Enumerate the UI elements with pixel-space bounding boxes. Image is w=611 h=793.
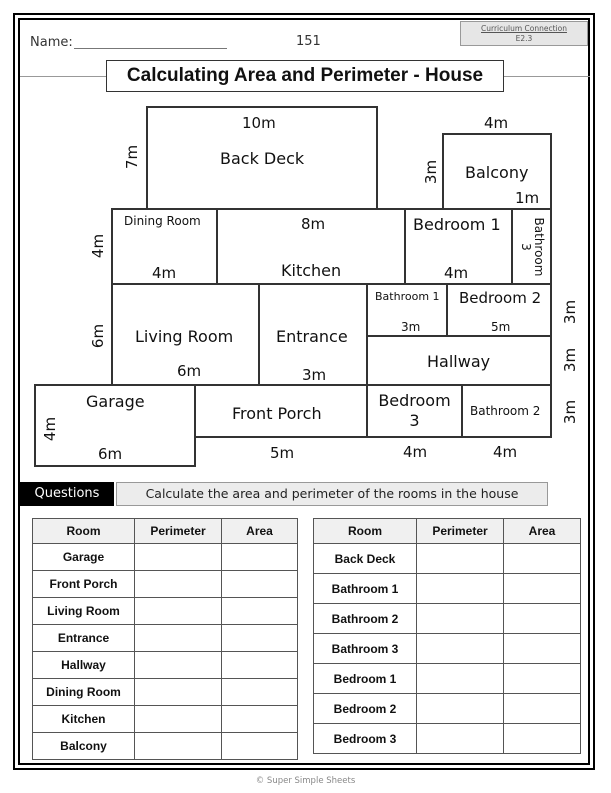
living-room-height: 6m (89, 323, 108, 349)
header-area: Area (222, 519, 298, 544)
kitchen-label: Kitchen (281, 261, 342, 280)
questions-label: Questions (20, 482, 114, 506)
table-row (33, 652, 298, 679)
room-name-cell: Front Porch (33, 571, 135, 598)
footer-copyright: © Super Simple Sheets (255, 776, 356, 786)
perimeter-answer-cell[interactable] (135, 733, 222, 760)
header-room: Room (33, 519, 135, 544)
back-deck-width: 10m (242, 114, 276, 132)
perimeter-answer-cell[interactable] (417, 544, 504, 574)
header-perimeter: Perimeter (417, 519, 504, 544)
bathroom-2-height: 3m (561, 399, 580, 425)
page-number: 151 (296, 34, 321, 49)
room-name-cell: Bedroom 1 (314, 664, 417, 694)
bathroom-3-label (519, 217, 545, 276)
area-answer-cell[interactable] (504, 694, 581, 724)
hallway-label: Hallway (427, 352, 491, 371)
table-row (314, 604, 581, 634)
living-room-label: Living Room (135, 327, 234, 346)
balcony-label: Balcony (465, 163, 529, 182)
area-answer-cell[interactable] (222, 733, 298, 760)
garage-label: Garage (86, 392, 145, 411)
name-label: Name: (30, 35, 73, 50)
area-answer-cell[interactable] (222, 679, 298, 706)
header-area: Area (504, 519, 581, 544)
curriculum-code: E2.3 (515, 34, 533, 43)
bedroom-3-label (366, 391, 463, 431)
perimeter-answer-cell[interactable] (417, 634, 504, 664)
bedroom-1-width: 4m (444, 264, 469, 282)
table-row (33, 679, 298, 706)
balcony-extra-dim: 1m (515, 189, 540, 207)
kitchen-width: 8m (301, 215, 326, 233)
bedroom-2-height: 3m (561, 299, 580, 325)
room-name-cell: Bathroom 3 (314, 634, 417, 664)
bedroom-1-label: Bedroom 1 (413, 215, 501, 234)
area-answer-cell[interactable] (504, 544, 581, 574)
back-deck-height: 7m (123, 144, 142, 170)
room-name-cell: Bathroom 2 (314, 604, 417, 634)
hallway-height: 3m (561, 347, 580, 373)
room-name-cell: Bedroom 3 (314, 724, 417, 754)
area-answer-cell[interactable] (504, 724, 581, 754)
perimeter-answer-cell[interactable] (135, 652, 222, 679)
area-answer-cell[interactable] (222, 706, 298, 733)
room-name-cell: Living Room (33, 598, 135, 625)
perimeter-answer-cell[interactable] (135, 598, 222, 625)
room-name-cell: Back Deck (314, 544, 417, 574)
perimeter-answer-cell[interactable] (417, 604, 504, 634)
bathroom-2-label: Bathroom 2 (470, 404, 541, 418)
bathroom-1-label: Bathroom 1 (375, 290, 440, 303)
room-name-cell: Kitchen (33, 706, 135, 733)
table-row (33, 544, 298, 571)
back-deck-label: Back Deck (220, 149, 305, 168)
balcony-height: 3m (422, 159, 441, 185)
room-name-cell: Dining Room (33, 679, 135, 706)
curriculum-box (460, 21, 588, 46)
area-answer-cell[interactable] (222, 652, 298, 679)
bathroom-3-num: 3 (518, 242, 533, 251)
perimeter-answer-cell[interactable] (417, 574, 504, 604)
perimeter-answer-cell[interactable] (135, 625, 222, 652)
header-room: Room (314, 519, 417, 544)
perimeter-answer-cell[interactable] (135, 679, 222, 706)
page-title: Calculating Area and Perimeter - House (106, 60, 504, 92)
garage-height: 4m (41, 416, 60, 442)
dining-room-height: 4m (89, 233, 108, 259)
bathroom-3-label-wrap (511, 208, 552, 285)
area-answer-cell[interactable] (222, 571, 298, 598)
room-name-cell: Entrance (33, 625, 135, 652)
room-name-cell: Hallway (33, 652, 135, 679)
area-answer-cell[interactable] (222, 625, 298, 652)
bedroom-2-width: 5m (491, 320, 511, 334)
dining-room-label: Dining Room (124, 214, 201, 228)
area-answer-cell[interactable] (504, 604, 581, 634)
name-line[interactable] (74, 48, 227, 49)
room-name-cell: Balcony (33, 733, 135, 760)
perimeter-answer-cell[interactable] (417, 724, 504, 754)
bathroom-1-width: 3m (401, 320, 421, 334)
table-row (314, 664, 581, 694)
bedroom-3-width: 4m (403, 443, 428, 461)
perimeter-answer-cell[interactable] (135, 544, 222, 571)
table-row (33, 706, 298, 733)
dining-room-width: 4m (152, 264, 177, 282)
bathroom-3-name: Bathroom (531, 217, 546, 276)
area-answer-cell[interactable] (504, 574, 581, 604)
area-answer-cell[interactable] (504, 634, 581, 664)
table-row (33, 598, 298, 625)
table-row (314, 544, 581, 574)
living-room-width: 6m (177, 362, 202, 380)
area-answer-cell[interactable] (222, 598, 298, 625)
table-row (314, 574, 581, 604)
table-row (314, 694, 581, 724)
answer-table-right (313, 518, 581, 754)
front-porch-label: Front Porch (232, 404, 322, 423)
table-row (33, 571, 298, 598)
entrance-width: 3m (302, 366, 327, 384)
questions-instruction: Calculate the area and perimeter of the rooms in the house (116, 482, 548, 506)
answer-table-left (32, 518, 298, 760)
perimeter-answer-cell[interactable] (417, 664, 504, 694)
entrance-label: Entrance (276, 327, 348, 346)
table-row (314, 724, 581, 754)
table-row (33, 733, 298, 760)
curriculum-title[interactable]: Curriculum Connection (481, 24, 567, 33)
table-row (314, 634, 581, 664)
room-name-cell: Bedroom 2 (314, 694, 417, 724)
perimeter-answer-cell[interactable] (135, 571, 222, 598)
room-name-cell: Garage (33, 544, 135, 571)
area-answer-cell[interactable] (222, 544, 298, 571)
perimeter-answer-cell[interactable] (135, 706, 222, 733)
header-perimeter: Perimeter (135, 519, 222, 544)
table-row (33, 625, 298, 652)
front-porch-width: 5m (270, 444, 295, 462)
balcony-width: 4m (484, 114, 509, 132)
perimeter-answer-cell[interactable] (417, 694, 504, 724)
room-name-cell: Bathroom 1 (314, 574, 417, 604)
bathroom-2-width: 4m (493, 443, 518, 461)
garage-width: 6m (98, 445, 123, 463)
bedroom-3-name: Bedroom (378, 391, 451, 410)
bedroom-2-label: Bedroom 2 (459, 289, 542, 307)
bedroom-3-num: 3 (409, 411, 420, 430)
area-answer-cell[interactable] (504, 664, 581, 694)
